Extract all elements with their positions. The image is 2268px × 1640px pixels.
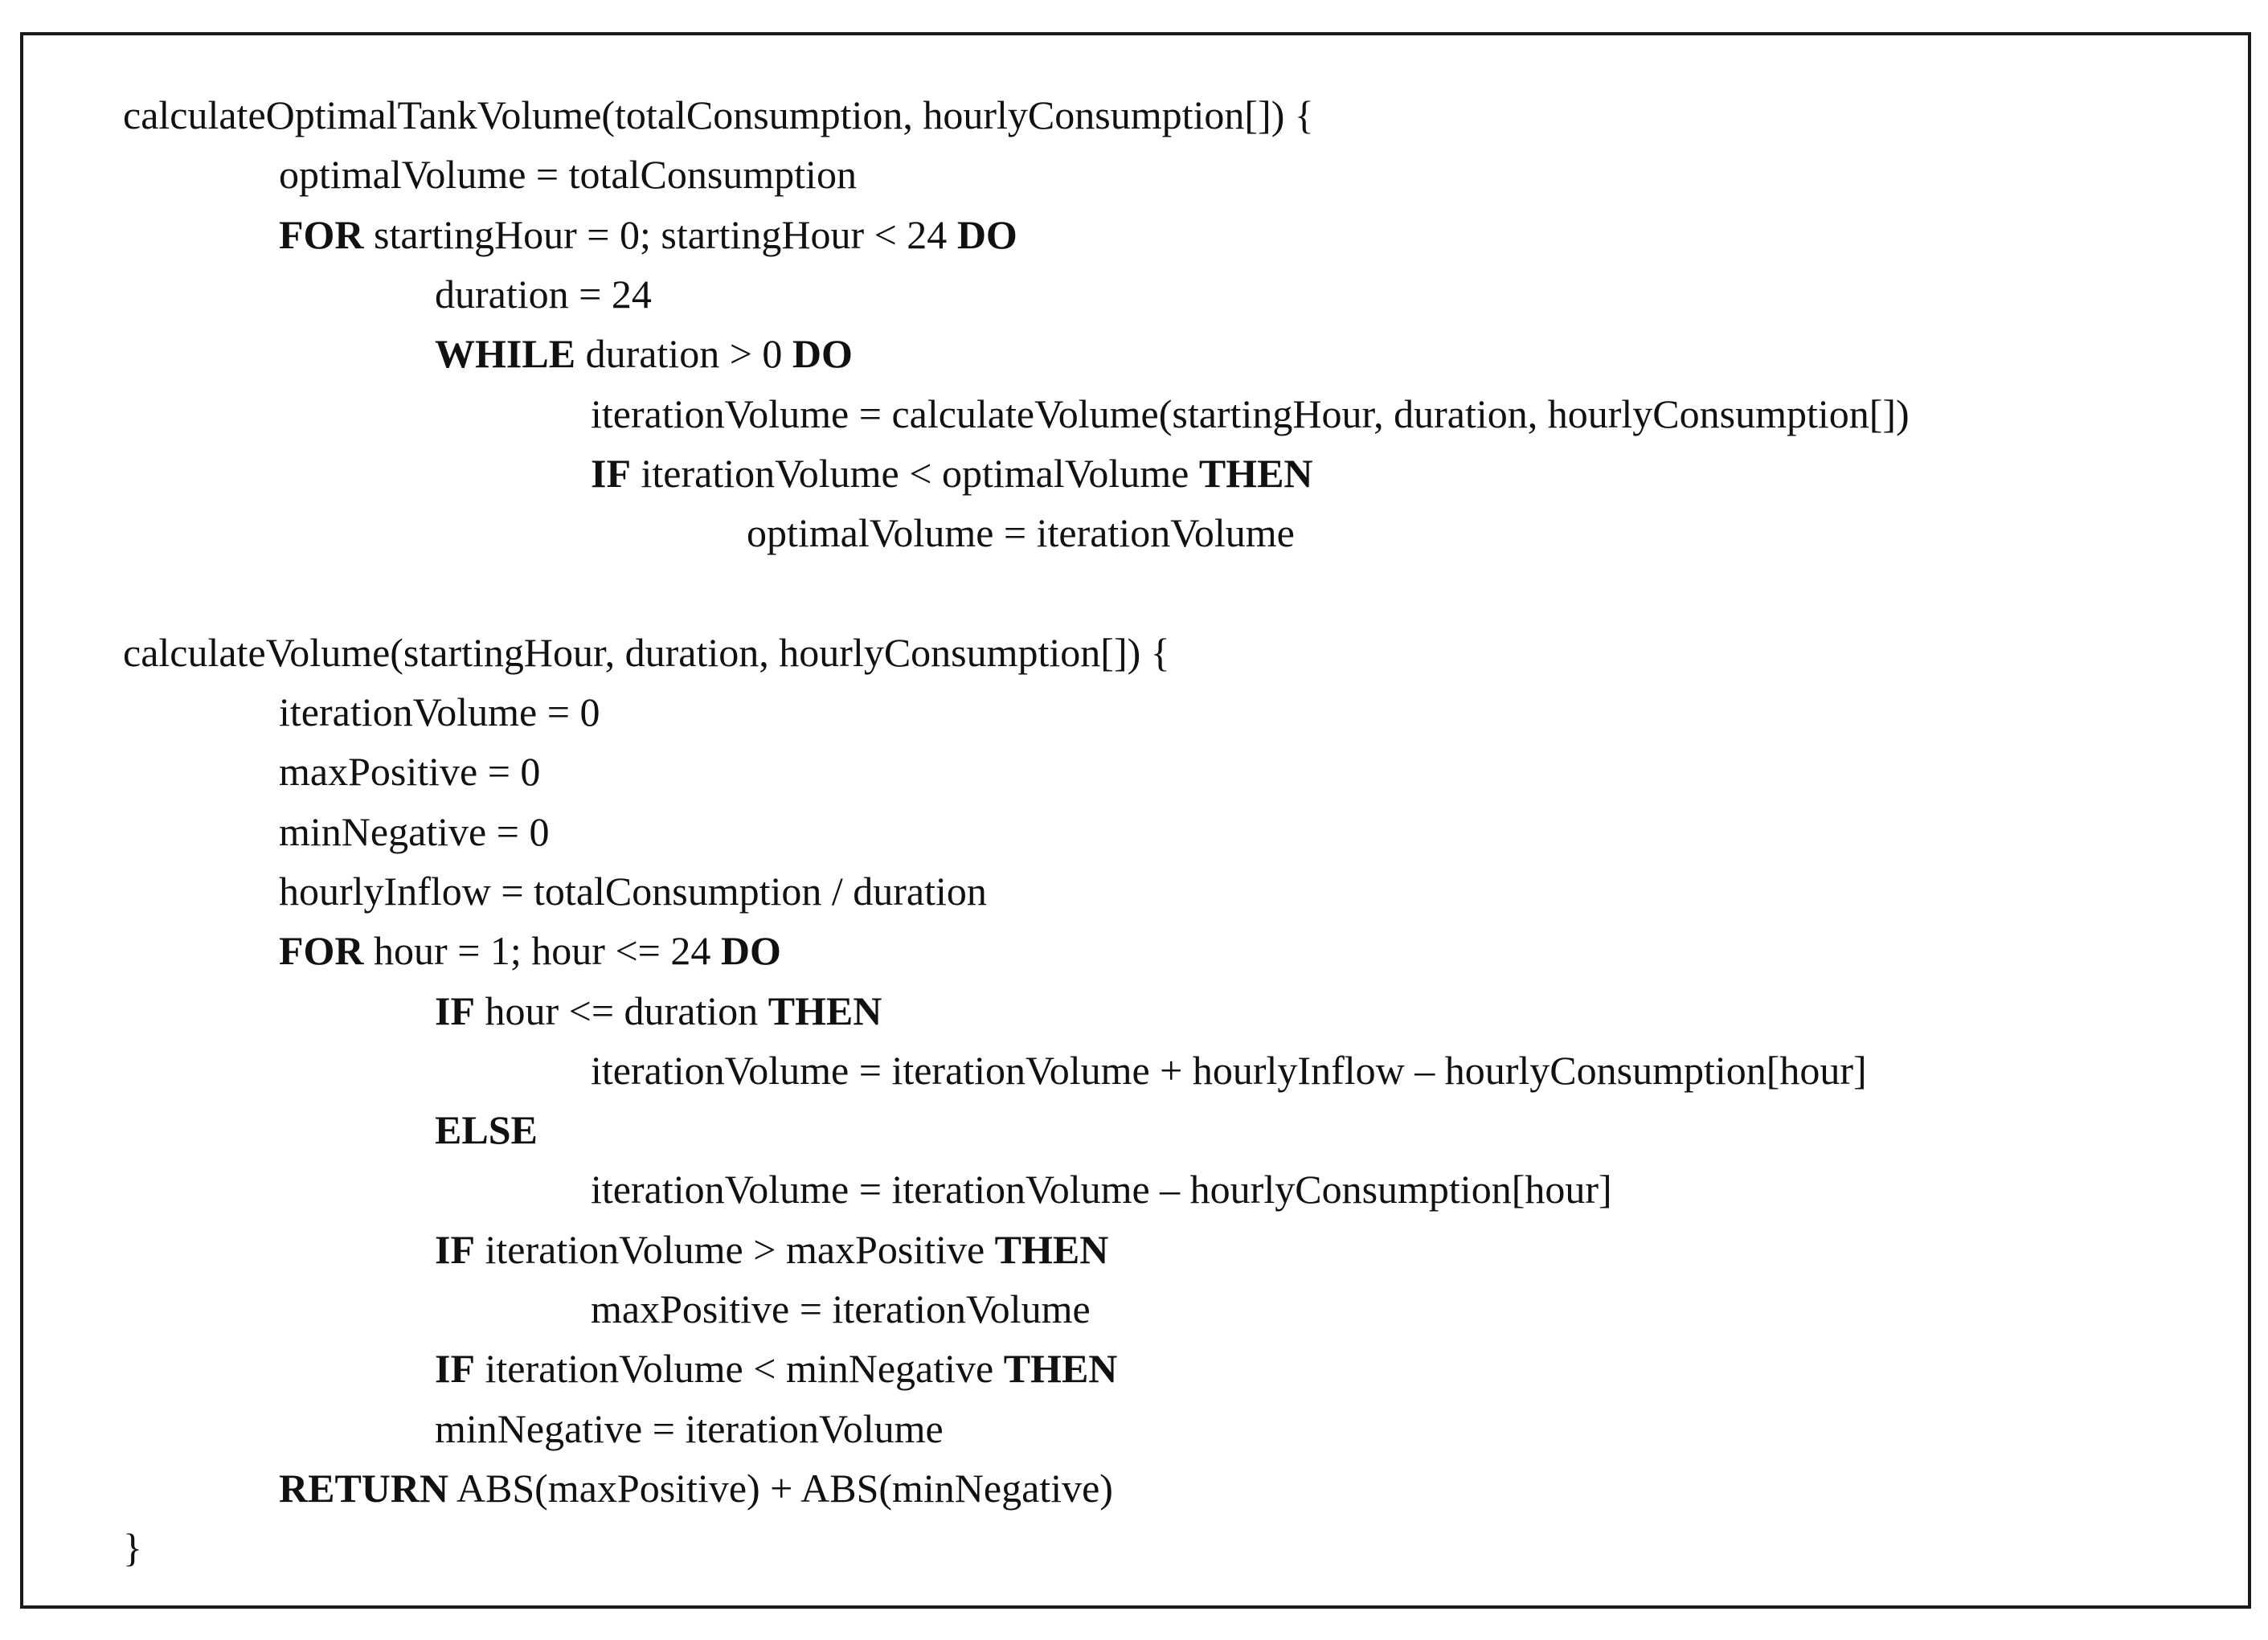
pseudocode-frame bbox=[20, 32, 2251, 1609]
code-text: calculateOptimalTankVolume(totalConsumption, hourlyConsumption[]) { bbox=[123, 92, 1314, 137]
code-text: ABS(maxPositive) + ABS(minNegative) bbox=[448, 1465, 1113, 1511]
code-line bbox=[435, 981, 882, 1041]
keyword: THEN bbox=[768, 988, 882, 1033]
code-line bbox=[279, 742, 540, 801]
code-text: iterationVolume < minNegative bbox=[475, 1346, 1004, 1392]
code-text: maxPositive = 0 bbox=[279, 749, 541, 795]
code-line bbox=[279, 682, 600, 742]
code-line bbox=[279, 861, 987, 921]
code-line bbox=[435, 1220, 1108, 1279]
code-text: startingHour = 0; startingHour < 24 bbox=[363, 211, 957, 257]
code-line bbox=[591, 1279, 1091, 1339]
code-line bbox=[279, 921, 781, 980]
keyword: FOR bbox=[279, 928, 364, 974]
keyword: ELSE bbox=[435, 1107, 538, 1153]
code-line bbox=[591, 1159, 1612, 1219]
code-text: iterationVolume > maxPositive bbox=[475, 1226, 995, 1272]
code-text: optimalVolume = iterationVolume bbox=[747, 510, 1295, 556]
code-line bbox=[435, 1399, 944, 1458]
code-text: optimalVolume = totalConsumption bbox=[279, 152, 857, 198]
code-line bbox=[591, 1041, 1867, 1100]
code-line bbox=[435, 324, 853, 383]
keyword: RETURN bbox=[279, 1465, 449, 1511]
code-text: minNegative = 0 bbox=[279, 808, 550, 854]
code-line bbox=[279, 205, 1017, 264]
code-text: iterationVolume = 0 bbox=[279, 689, 600, 734]
keyword: IF bbox=[435, 1226, 475, 1272]
code-line bbox=[435, 1339, 1117, 1398]
code-text: hour = 1; hour <= 24 bbox=[363, 928, 721, 974]
code-line bbox=[279, 1458, 1113, 1518]
code-line bbox=[435, 1100, 538, 1159]
code-text: iterationVolume = iterationVolume + hourlyInflow – hourlyConsumption[hour] bbox=[591, 1047, 1867, 1093]
code-text: hourlyInflow = totalConsumption / duration bbox=[279, 868, 987, 914]
keyword: THEN bbox=[1003, 1346, 1118, 1392]
keyword: DO bbox=[956, 211, 1017, 257]
keyword: IF bbox=[435, 988, 475, 1033]
keyword: DO bbox=[792, 331, 853, 377]
code-text: maxPositive = iterationVolume bbox=[591, 1286, 1091, 1331]
keyword: THEN bbox=[1198, 450, 1313, 496]
keyword: THEN bbox=[994, 1226, 1109, 1272]
keyword: FOR bbox=[279, 211, 364, 257]
code-line bbox=[123, 85, 1314, 145]
code-text: duration = 24 bbox=[435, 271, 652, 317]
code-text: iterationVolume < optimalVolume bbox=[631, 450, 1199, 496]
code-text: minNegative = iterationVolume bbox=[435, 1405, 944, 1451]
code-line bbox=[747, 503, 1295, 562]
code-line bbox=[591, 384, 1910, 444]
keyword: WHILE bbox=[435, 331, 576, 377]
code-line bbox=[279, 145, 857, 204]
code-line bbox=[435, 264, 652, 324]
keyword: IF bbox=[435, 1346, 475, 1392]
code-line bbox=[123, 623, 1170, 682]
code-text: iterationVolume = calculateVolume(startingHour, duration, hourlyConsumption[]) bbox=[591, 391, 1910, 436]
code-text: duration > 0 bbox=[575, 331, 792, 377]
code-line bbox=[591, 444, 1313, 503]
code-text: iterationVolume = iterationVolume – hourlyConsumption[hour] bbox=[591, 1167, 1612, 1213]
code-text: } bbox=[123, 1525, 142, 1571]
keyword: IF bbox=[591, 450, 631, 496]
code-text: hour <= duration bbox=[475, 988, 768, 1033]
keyword: DO bbox=[720, 928, 781, 974]
code-line bbox=[123, 1518, 142, 1577]
code-line bbox=[279, 802, 549, 861]
code-text: calculateVolume(startingHour, duration, hourlyConsumption[]) { bbox=[123, 629, 1170, 675]
pseudocode-block bbox=[23, 35, 2248, 1605]
